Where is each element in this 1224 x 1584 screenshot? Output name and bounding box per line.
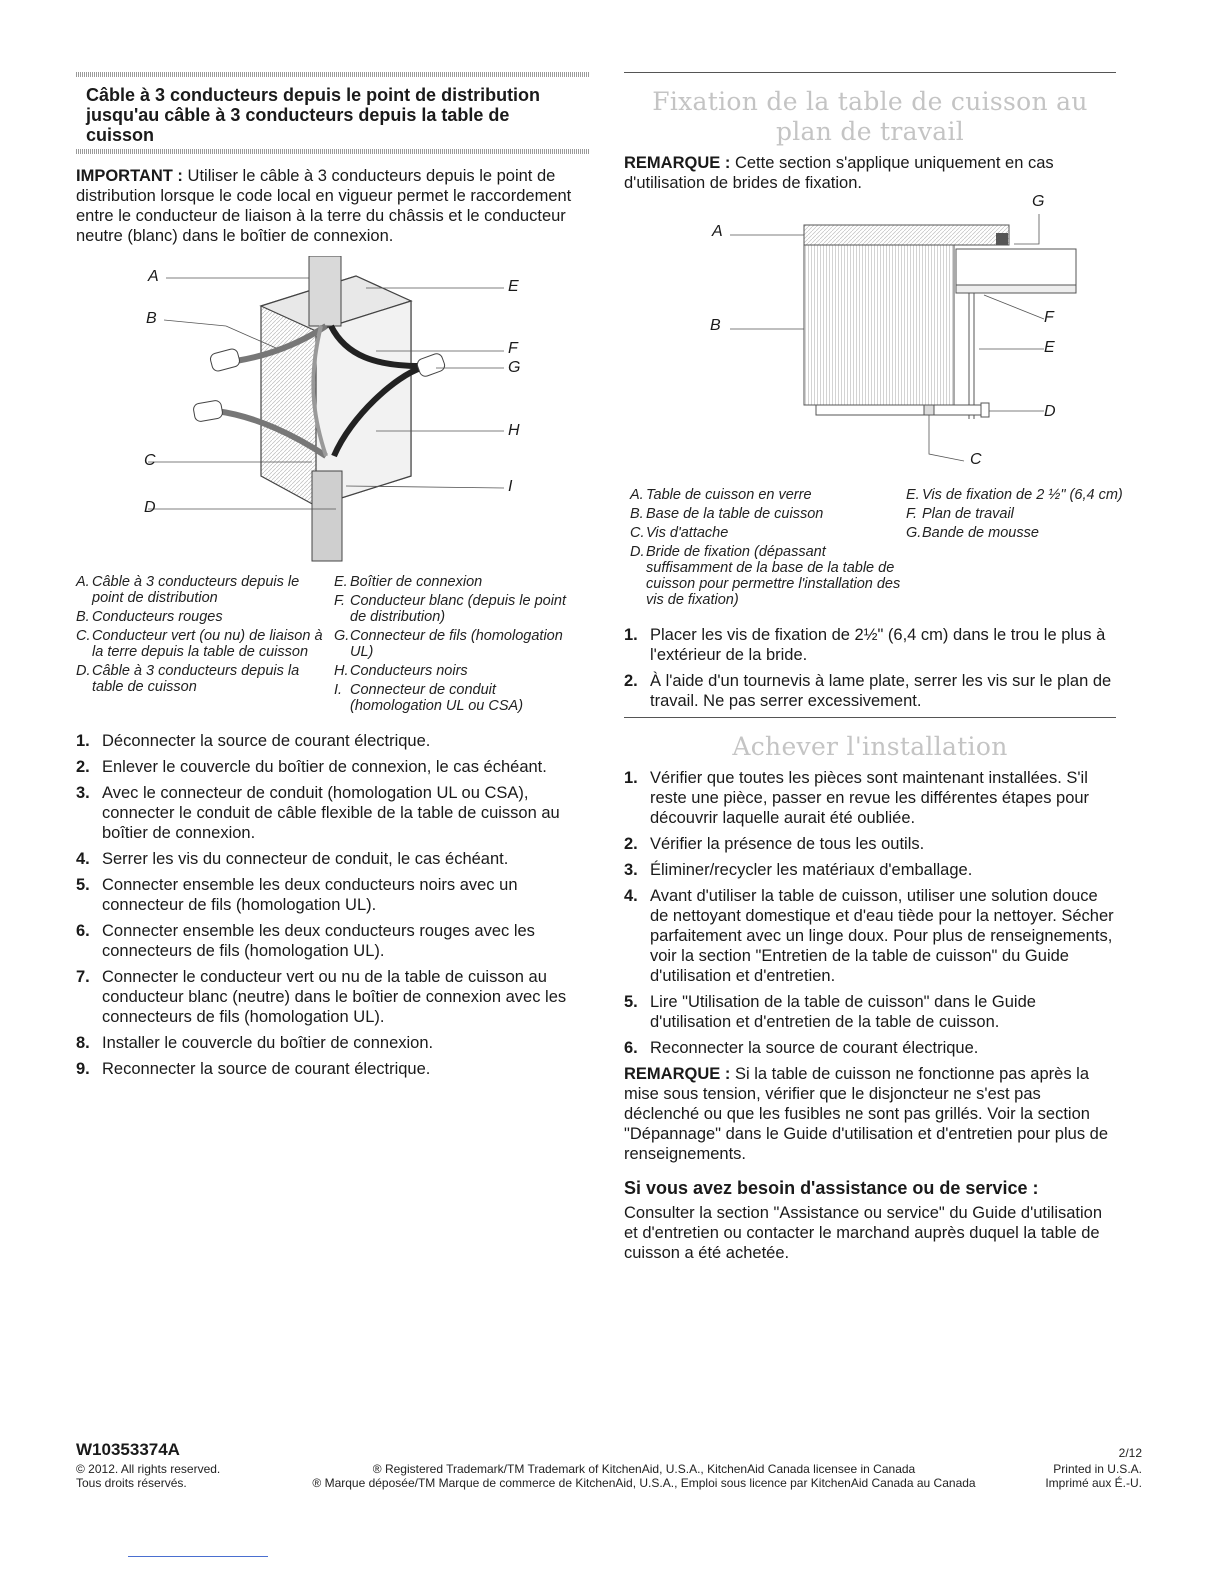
legend-item: A. Table de cuisson en verre bbox=[630, 487, 812, 503]
wiring-legend bbox=[76, 574, 590, 717]
remark-label: REMARQUE : bbox=[624, 154, 731, 172]
section-title-fixation: Fixation de la table de cuisson au plan de travail bbox=[652, 87, 1088, 146]
figure-label-i: I bbox=[508, 478, 513, 495]
legend-item: C. Conducteur vert (ou nu) de liaison à la terre depuis la table de cuisson bbox=[76, 628, 323, 660]
figure-label-d: D bbox=[144, 499, 156, 516]
legend-item: C. Vis d'attache bbox=[630, 525, 729, 541]
legend-item: G. Connecteur de fils (homologation UL) bbox=[334, 628, 563, 660]
trademark-block bbox=[266, 1462, 1022, 1490]
remark-text: Cette section s'applique uniquement en cas d'utilisation de brides de fixation. bbox=[624, 154, 1054, 192]
list-item: 1. Déconnecter la source de courant électrique. bbox=[76, 732, 431, 750]
left-column bbox=[76, 72, 590, 1085]
list-item: 4. Avant d'utiliser la table de cuisson, utiliser une solution douce de nettoyant domestique et d'eau tiède pour la nettoyer. Sécher parfaitement avec un linge doux. Pour plus de renseignements, voir la section "Entretien de la table de cuisson" du Guide d'utilisation et d'entretien. bbox=[624, 887, 1114, 985]
legend-item: D. Bride de fixation (dépassant suffisamment de la base de la table de cuisson pour permettre l'installation des vis de fixation) bbox=[630, 544, 901, 608]
legend-column-2 bbox=[334, 574, 584, 717]
section-rule bbox=[624, 72, 1116, 73]
remark-paragraph bbox=[624, 1064, 1116, 1164]
figure-label-a: A bbox=[148, 268, 159, 285]
copyright-block bbox=[76, 1462, 266, 1490]
document-code: W10353374A bbox=[76, 1440, 180, 1459]
list-item: 3. Avec le connecteur de conduit (homologation UL ou CSA), connecter le conduit de câble flexible de la table de cuisson au boîtier de connexion. bbox=[76, 784, 560, 842]
section-title-achever: Achever l'installation bbox=[732, 732, 1008, 761]
figure-label-b: B bbox=[146, 310, 157, 327]
document-date: 2/12 bbox=[1118, 1446, 1142, 1460]
printed-en: Printed in U.S.A. bbox=[1053, 1462, 1142, 1476]
legend-item: E. Vis de fixation de 2 ½" (6,4 cm) bbox=[906, 487, 1123, 503]
copyright-text: © 2012. All rights reserved. bbox=[76, 1462, 221, 1476]
footer bbox=[76, 1440, 1142, 1490]
legend-item: A. Câble à 3 conducteurs depuis le point de distribution bbox=[76, 574, 300, 606]
rights-fr-text: Tous droits réservés. bbox=[76, 1476, 187, 1490]
legend-item: I. Connecteur de conduit (homologation UL ou CSA) bbox=[334, 682, 524, 714]
section-rule-top bbox=[76, 72, 590, 77]
list-item: 1. Vérifier que toutes les pièces sont maintenant installées. S'il reste une pièce, passer en revue les différentes étapes pour découvrir laquelle aurait été oubliée. bbox=[624, 769, 1090, 827]
list-item: 5. Lire "Utilisation de la table de cuisson" dans le Guide d'utilisation et d'entretien de la table de cuisson. bbox=[624, 993, 1036, 1031]
section-rule-bottom bbox=[76, 149, 590, 154]
legend-item: G. Bande de mousse bbox=[906, 525, 1039, 541]
trademark-fr: ® Marque déposée/TM Marque de commerce de KitchenAid, U.S.A., Emploi sous licence par KitchenAid Canada au Canada bbox=[312, 1476, 976, 1490]
trademark-en: ® Registered Trademark/TM Trademark of KitchenAid, U.S.A., KitchenAid Canada licensee in Canada bbox=[372, 1462, 916, 1476]
right-column bbox=[624, 72, 1123, 1263]
junction-box-illustration bbox=[76, 256, 590, 566]
list-item: 2. Enlever le couvercle du boîtier de connexion, le cas échéant. bbox=[76, 758, 547, 776]
list-item: 1. Placer les vis de fixation de 2½" (6,4 cm) dans le trou le plus à l'extérieur de la bride. bbox=[624, 626, 1106, 664]
figure-label-d: D bbox=[1044, 403, 1056, 420]
wiring-diagram bbox=[76, 256, 590, 566]
list-item: 5. Connecter ensemble les deux conducteurs noirs avec un connecteur de fils (homologation UL). bbox=[76, 876, 518, 914]
remark-label: REMARQUE : bbox=[624, 1065, 731, 1083]
bracket-diagram bbox=[624, 193, 1116, 479]
help-heading: Si vous avez besoin d'assistance ou de service : bbox=[624, 1178, 1039, 1198]
list-item: 9. Reconnecter la source de courant électrique. bbox=[76, 1060, 431, 1078]
subsection-heading: Câble à 3 conducteurs depuis le point de distribution jusqu'au câble à 3 conducteurs depuis la table de cuisson bbox=[86, 85, 541, 145]
figure-label-e: E bbox=[1044, 339, 1055, 356]
remark-text: Si la table de cuisson ne fonctionne pas après la mise sous tension, vérifier que le disjoncteur ne s'est pas déclenché ou que les fusibles ne sont pas grillés. Voir la section "Dépannage" dans le Guide d'utilisation et d'entretien pour plus de renseignements. bbox=[624, 1065, 1109, 1163]
figure-label-g: G bbox=[508, 359, 521, 376]
legend-column-2 bbox=[906, 487, 1146, 611]
legend-item: B. Base de la table de cuisson bbox=[630, 506, 824, 522]
wiring-steps bbox=[76, 731, 590, 1079]
section-rule bbox=[624, 717, 1116, 718]
figure-label-b: B bbox=[710, 317, 721, 334]
bottom-underline bbox=[128, 1556, 268, 1557]
figure-label-f: F bbox=[1044, 309, 1054, 326]
figure-label-e: E bbox=[508, 278, 519, 295]
help-text: Consulter la section "Assistance ou service" du Guide d'utilisation et d'entretien ou contacter le marchand auprès duquel la table de cuisson a été achetée. bbox=[624, 1204, 1103, 1262]
fixation-steps bbox=[624, 625, 1116, 711]
list-item: 2. Vérifier la présence de tous les outils. bbox=[624, 835, 925, 853]
figure-label-f: F bbox=[508, 340, 518, 357]
legend-item: H. Conducteurs noirs bbox=[334, 663, 468, 679]
list-item: 6. Connecter ensemble les deux conducteurs rouges avec les connecteurs de fils (homologation UL). bbox=[76, 922, 535, 960]
list-item: 2. À l'aide d'un tournevis à lame plate, serrer les vis sur le plan de travail. Ne pas serrer excessivement. bbox=[624, 672, 1112, 710]
legend-column-1 bbox=[76, 574, 334, 717]
list-item: 7. Connecter le conducteur vert ou nu de la table de cuisson au conducteur blanc (neutre) dans le boîtier de connexion avec les connecteurs de fils (homologation UL). bbox=[76, 968, 567, 1026]
printed-block bbox=[1022, 1462, 1142, 1490]
figure-label-g: G bbox=[1032, 193, 1045, 210]
legend-column-1 bbox=[630, 487, 906, 611]
important-paragraph bbox=[76, 166, 590, 246]
legend-item: F. Plan de travail bbox=[906, 506, 1014, 522]
legend-item: D. Câble à 3 conducteurs depuis la table de cuisson bbox=[76, 663, 300, 695]
bracket-legend bbox=[630, 487, 1123, 611]
legend-item: B. Conducteurs rouges bbox=[76, 609, 223, 625]
legend-item: E. Boîtier de connexion bbox=[334, 574, 483, 590]
important-label: IMPORTANT : bbox=[76, 167, 183, 185]
legend-item: F. Conducteur blanc (depuis le point de distribution) bbox=[334, 593, 567, 625]
figure-label-c: C bbox=[970, 451, 982, 468]
list-item: 8. Installer le couvercle du boîtier de connexion. bbox=[76, 1034, 434, 1052]
list-item: 4. Serrer les vis du connecteur de conduit, le cas échéant. bbox=[76, 850, 509, 868]
remark-paragraph bbox=[624, 153, 1116, 193]
important-text: Utiliser le câble à 3 conducteurs depuis le point de distribution lorsque le code local en vigueur permet le raccordement entre le conducteur de liaison à la terre du châssis et le conducteur neutre (blanc) dans le boîtier de connexion. bbox=[76, 167, 572, 245]
figure-label-a: A bbox=[712, 223, 723, 240]
figure-label-h: H bbox=[508, 422, 520, 439]
cooktop-bracket-illustration bbox=[624, 199, 1116, 479]
list-item: 3. Éliminer/recycler les matériaux d'emballage. bbox=[624, 861, 973, 879]
printed-fr: Imprimé aux É.-U. bbox=[1045, 1476, 1142, 1490]
list-item: 6. Reconnecter la source de courant électrique. bbox=[624, 1039, 979, 1057]
completion-steps bbox=[624, 768, 1116, 1058]
figure-label-c: C bbox=[144, 452, 156, 469]
